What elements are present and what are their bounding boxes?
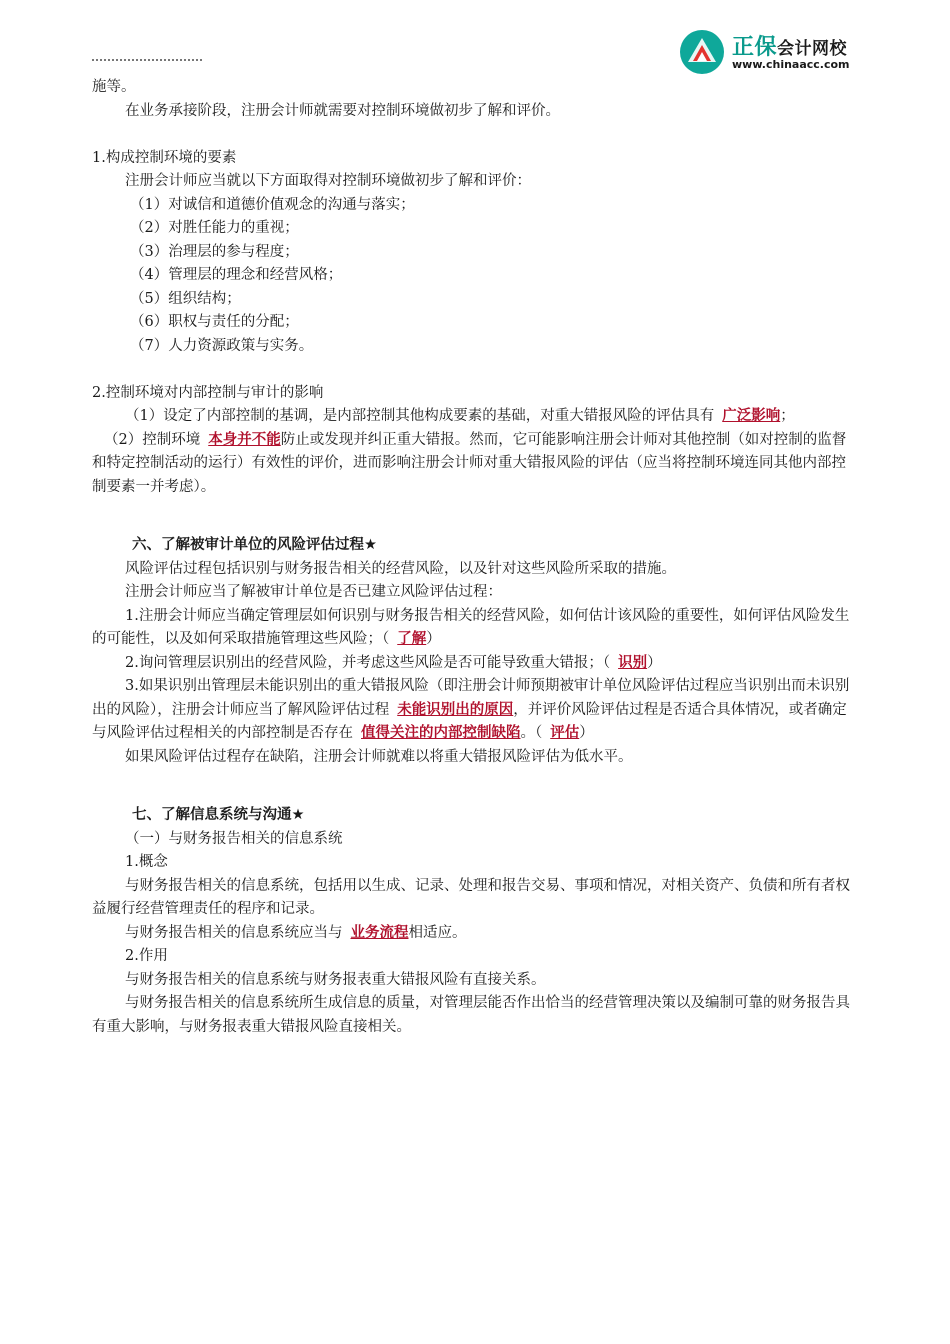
list-item: （4）管理层的理念和经营风格； — [130, 267, 343, 283]
section-heading: 六、了解被审计单位的风险评估过程★ — [132, 537, 377, 553]
paragraph: 与财务报告相关的信息系统所生成信息的质量，对管理层能否作出恰当的经营管理决策以及编制可靠的财务报告具有重大影响，与财务报表重大错报风险直接相关。 — [92, 995, 850, 1035]
paragraph: 在业务承接阶段，注册会计师就需要对控制环境做初步了解和评价。 — [125, 102, 560, 119]
brand-logo[interactable] — [678, 28, 878, 78]
paragraph: （1）设定了内部控制的基调，是内部控制其他构成要素的基础，对重大错报风险的评估具有 广泛影响； — [125, 408, 795, 424]
highlight-term: 值得关注的内部控制缺陷 — [361, 725, 521, 741]
paragraph: 注册会计师应当就以下方面取得对控制环境做初步了解和评价： — [125, 173, 531, 189]
paragraph: 与财务报告相关的信息系统与财务报表重大错报风险有直接关系。 — [125, 971, 546, 988]
highlight-term: 业务流程 — [350, 924, 409, 941]
highlight-term: 识别 — [618, 654, 648, 671]
list-item: （3）治理层的参与程度； — [130, 243, 299, 260]
highlight-term: 了解 — [397, 631, 427, 647]
list-item: （5）组织结构； — [130, 290, 241, 307]
highlight-term: 未能识别出的原因 — [397, 701, 514, 718]
paragraph: 与财务报告相关的信息系统，包括用以生成、记录、处理和报告交易、事项和情况，对相关资产、负债和所有者权益履行经营管理责任的程序和记录。 — [92, 877, 850, 917]
list-item: （6）职权与责任的分配； — [130, 314, 299, 330]
paragraph: 施等。 — [92, 79, 136, 95]
paragraph: （2）控制环境 本身并不能防止或发现并纠正重大错报。然而，它可能影响注册会计师对其他控制（如对控制的监督和特定控制活动的运行）有效性的评价，进而影响注册会计师对重大错报风险的评估（应当将控制环境连同其他内部控制要素一并考虑）。 — [92, 431, 847, 495]
highlight-term: 评估 — [550, 725, 580, 741]
subsection-title: 1.概念 — [125, 854, 168, 870]
paragraph: 风险评估过程包括识别与财务报告相关的经营风险，以及针对这些风险所采取的措施。 — [125, 560, 676, 577]
paragraph: 如果风险评估过程存在缺陷，注册会计师就难以将重大错报风险评估为低水平。 — [125, 748, 633, 765]
list-item: （1）对诚信和道德价值观念的沟通与落实； — [130, 196, 415, 213]
logo-brand-name: 正保会计网校 — [732, 35, 848, 60]
logo-mark-icon — [678, 28, 726, 76]
highlight-term: 广泛影响 — [722, 408, 781, 424]
document-body — [92, 76, 860, 1039]
list-item: 1.注册会计师应当确定管理层如何识别与财务报告相关的经营风险，如何估计该风险的重要性，如何评估风险发生的可能性，以及如何采取措施管理这些风险；（ 了解） — [92, 607, 850, 647]
section-title: 2.控制环境对内部控制与审计的影响 — [92, 384, 324, 401]
section-title: 1.构成控制环境的要素 — [92, 149, 237, 166]
clipped-previous-line — [92, 56, 232, 64]
list-item: （2）对胜任能力的重视； — [130, 220, 299, 236]
list-item: 3.如果识别出管理层未能识别出的重大错报风险（即注册会计师预期被审计单位风险评估过程应当识别出而未识别出的风险），注册会计师应当了解风险评估过程 未能识别出的原因，并评价风险评估过程是否适合具体情况，或者确定与风险评估过程相关的内部控制是否存在 值得关注的内部控制缺陷。（ 评估） — [92, 678, 850, 741]
list-item: 2.询问管理层识别出的经营风险，并考虑这些风险是否可能导致重大错报；（ 识别） — [125, 654, 662, 671]
highlight-term: 本身并不能 — [208, 431, 281, 448]
subsection-title: 2.作用 — [125, 948, 168, 964]
section-heading: 七、了解信息系统与沟通★ — [132, 807, 305, 823]
paragraph: 注册会计师应当了解被审计单位是否已建立风险评估过程： — [125, 584, 502, 600]
logo-url: www.chinaacc.com — [732, 58, 850, 71]
paragraph: 与财务报告相关的信息系统应当与 业务流程相适应。 — [125, 924, 467, 941]
subsection-title: （一）与财务报告相关的信息系统 — [125, 830, 343, 847]
list-item: （7）人力资源政策与实务。 — [130, 337, 314, 354]
